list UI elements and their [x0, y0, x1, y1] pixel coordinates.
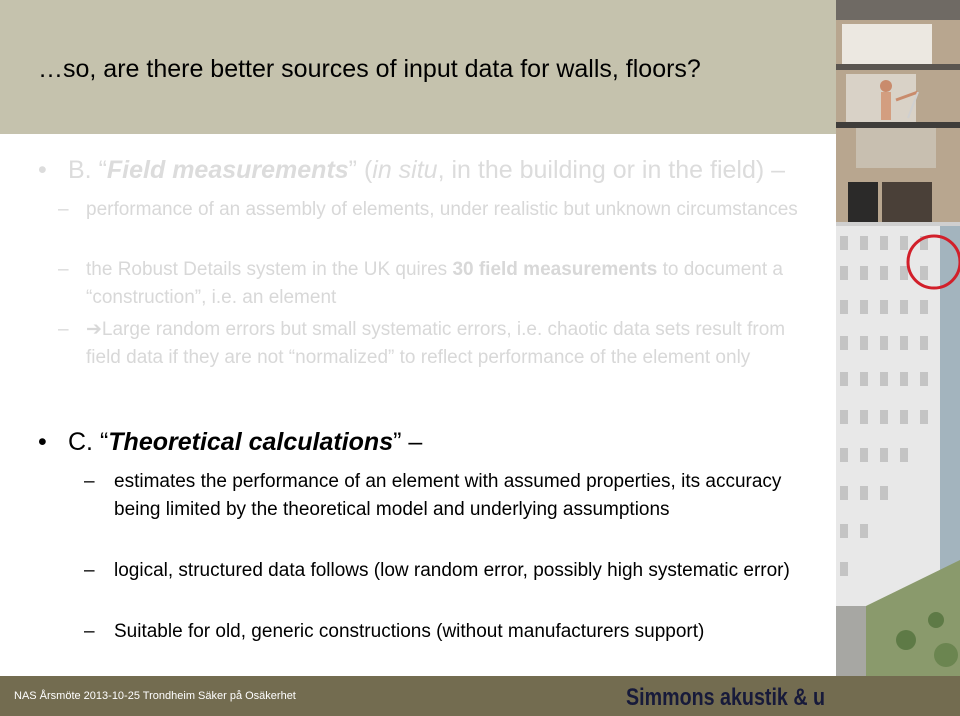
title-banner — [0, 0, 837, 134]
bullet-c-prefix: C. “ — [68, 428, 109, 456]
bullet-field-measurements — [38, 156, 838, 185]
bullet-b-prefix: B. “ — [68, 156, 107, 184]
footer-text: NAS Årsmöte 2013-10-25 Trondheim Säker på Osäkerhet — [14, 690, 296, 702]
faded-item-2-pre: the Robust Details system in the UK quires — [86, 259, 453, 280]
faded-item-2-bold: 30 field measurements — [452, 259, 658, 280]
dash-marker: – — [58, 259, 69, 280]
theory-item-3 — [84, 618, 814, 646]
bullet-b-rest: , in the building or in the field) – — [437, 156, 786, 184]
faded-item-1-text: performance of an assembly of elements, under realistic but unknown circumstances — [86, 199, 798, 220]
bullet-theoretical-calculations — [38, 428, 798, 457]
building-photo — [836, 0, 960, 676]
theory-item-1-text: estimates the performance of an element with assumed properties, its accuracy being limited by the theoretical model and underlying assumptions — [114, 471, 782, 520]
faded-item-2 — [58, 256, 806, 312]
dash-marker: – — [58, 199, 69, 220]
bullet-dot: • — [38, 156, 47, 184]
theory-item-1 — [84, 468, 814, 524]
brand-logo-text: Simmons akustik & u — [626, 684, 826, 711]
dash-marker: – — [58, 319, 69, 340]
bullet-b-emph: Field measurements — [106, 156, 349, 184]
bullet-c-emph: Theoretical calculations — [108, 428, 394, 456]
theory-item-2-text: logical, structured data follows (low random error, possibly high systematic error) — [114, 560, 790, 581]
bullet-c-suffix: ” – — [393, 428, 423, 456]
faded-item-1 — [58, 196, 806, 224]
theory-item-3-text: Suitable for old, generic constructions (without manufacturers support) — [114, 621, 705, 642]
slide-title: …so, are there better sources of input data for walls, floors? — [38, 55, 701, 83]
faded-item-3 — [58, 316, 806, 372]
dash-marker: – — [84, 621, 95, 642]
faded-item-2-post: to document a “construction”, i.e. an element — [86, 259, 784, 308]
faded-item-3-text: Large random errors but small systematic errors, i.e. chaotic data sets result from field data if they are not “normalized” to reflect performance of the element only — [86, 319, 786, 368]
theory-item-2 — [84, 557, 814, 585]
dash-marker: – — [84, 560, 95, 581]
bullet-dot: • — [38, 428, 47, 456]
bullet-b-insitu: in situ — [372, 156, 438, 184]
bullet-b-open: ” ( — [348, 156, 373, 184]
dash-marker: – — [84, 471, 95, 492]
arrow-icon: ➔ — [86, 319, 102, 340]
